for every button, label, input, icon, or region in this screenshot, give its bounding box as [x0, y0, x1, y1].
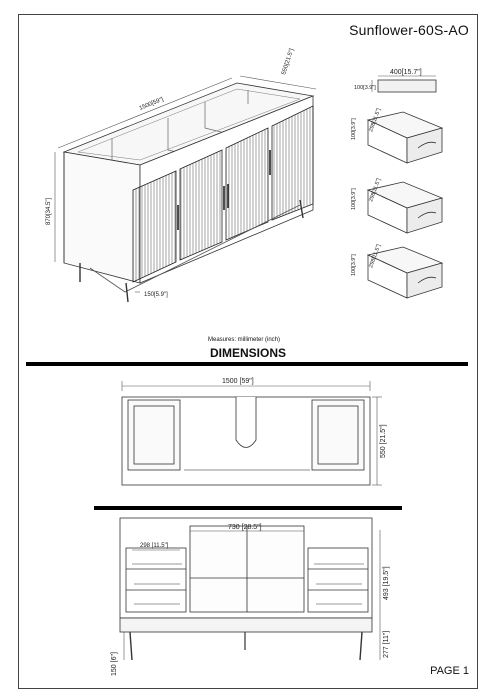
top-depth-label: 550 [21.5"]	[380, 424, 387, 458]
front-drawer-depth-label: 298 [11.5"]	[140, 543, 169, 549]
divider-bar	[26, 362, 468, 366]
product-title: Sunflower-60S-AO	[349, 22, 469, 38]
top-view	[122, 381, 382, 485]
drawer-width-label: 400[15.7"]	[390, 69, 422, 76]
front-body-height-label: 493 [19.5"]	[383, 566, 390, 600]
cabinet-side	[64, 152, 140, 283]
measures-note: Measures: millimeter (inch)	[208, 337, 281, 343]
drawer-2-depth: 298[11.5"]	[368, 177, 383, 203]
iso-width-label: 1500[59"]	[138, 96, 165, 112]
front-foot-height-label: 150 [6"]	[111, 652, 118, 676]
drawer-thickness-label: 100[3.9"]	[354, 85, 376, 91]
drawer-1-height: 100[3.9"]	[351, 118, 357, 140]
leg	[126, 283, 128, 302]
front-view	[120, 518, 380, 660]
drawer-3-height: 100[3.9"]	[351, 254, 357, 276]
dimensions-heading: DIMENSIONS	[210, 346, 287, 360]
iso-height-label: 870[34.5"]	[46, 197, 52, 225]
door-2	[180, 150, 222, 260]
iso-leg-label: 150[5.9"]	[144, 292, 168, 298]
drawer-2-height: 100[3.9"]	[351, 188, 357, 210]
drawer-detail-1	[368, 112, 442, 163]
page-number: PAGE 1	[430, 665, 469, 677]
top-width-label: 1500 [59"]	[222, 378, 254, 385]
divider-bar	[94, 506, 402, 510]
drawer-top-bar	[372, 76, 436, 92]
drawer-detail-2	[368, 182, 442, 233]
front-opening-label: 730 [28.5"]	[228, 524, 262, 531]
iso-depth-label: 550[21.5"]	[281, 47, 296, 76]
door-1	[133, 171, 176, 282]
drawer-detail-3	[368, 247, 442, 298]
door-4	[272, 106, 313, 220]
drawer-1-depth: 298[11.5"]	[368, 107, 383, 133]
door-3	[226, 128, 268, 240]
isometric-cabinet	[55, 76, 316, 302]
drawer-3-depth: 298[11.5"]	[368, 243, 383, 269]
front-leg-height-label: 277 [11"]	[383, 630, 390, 658]
